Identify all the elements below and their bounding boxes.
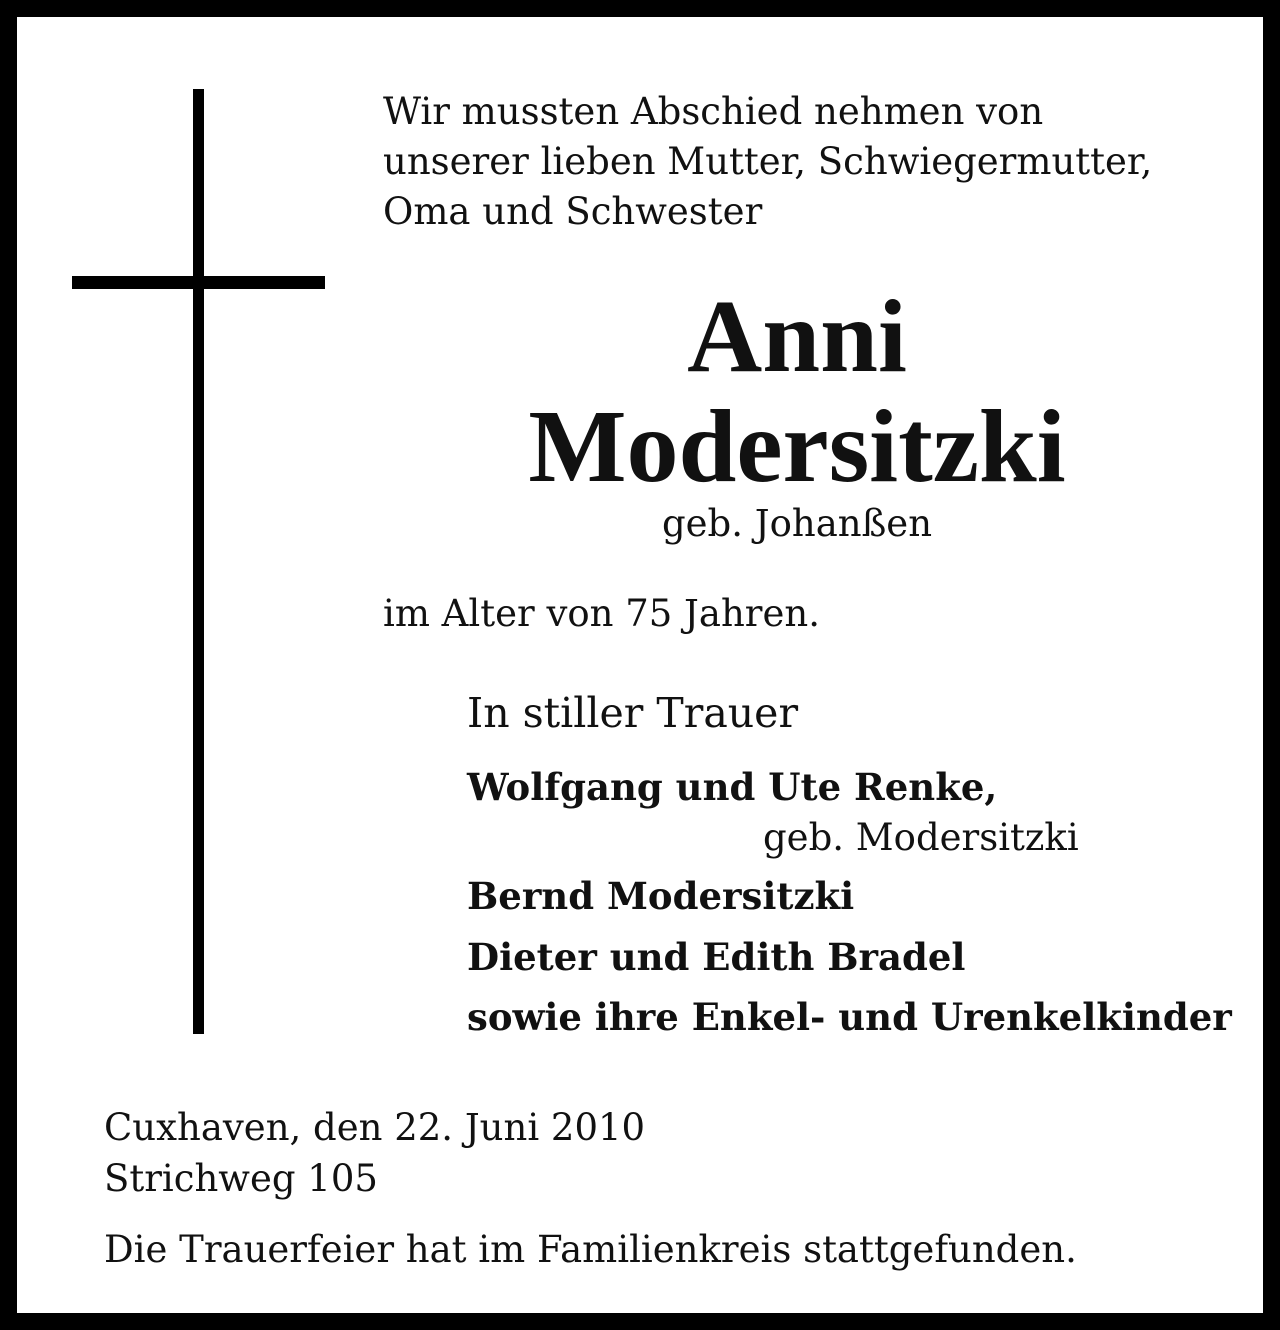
street-address: Strichweg 105 [104,1157,378,1200]
place-date: Cuxhaven, den 22. Juni 2010 [104,1106,646,1149]
intro-line-2: unserer lieben Mutter, Schwiegermutter, [383,140,1153,183]
mourner-1: Wolfgang und Ute Renke, [467,765,998,809]
mourner-3: Dieter und Edith Bradel [467,935,966,979]
mourner-4: sowie ihre Enkel- und Urenkelkinder [467,995,1232,1039]
cross-vertical-bar [193,89,204,1034]
mourner-2: Bernd Modersitzki [467,874,855,918]
age-text: im Alter von 75 Jahren. [383,592,820,635]
ceremony-note: Die Trauerfeier hat im Familienkreis stattgefunden. [104,1228,1077,1271]
intro-text [383,87,1152,237]
deceased-last-name: Modersitzki [528,389,1066,504]
deceased-first-name: Anni [687,279,907,394]
deceased-maiden-name: geb. Johanßen [661,502,933,545]
intro-line-3: Oma und Schwester [383,190,763,233]
intro-line-1: Wir mussten Abschied nehmen von [383,90,1044,133]
cross-horizontal-bar [72,276,325,289]
mourner-1-maiden-name: geb. Modersitzki [763,816,1079,859]
mourning-header: In stiller Trauer [467,689,799,737]
